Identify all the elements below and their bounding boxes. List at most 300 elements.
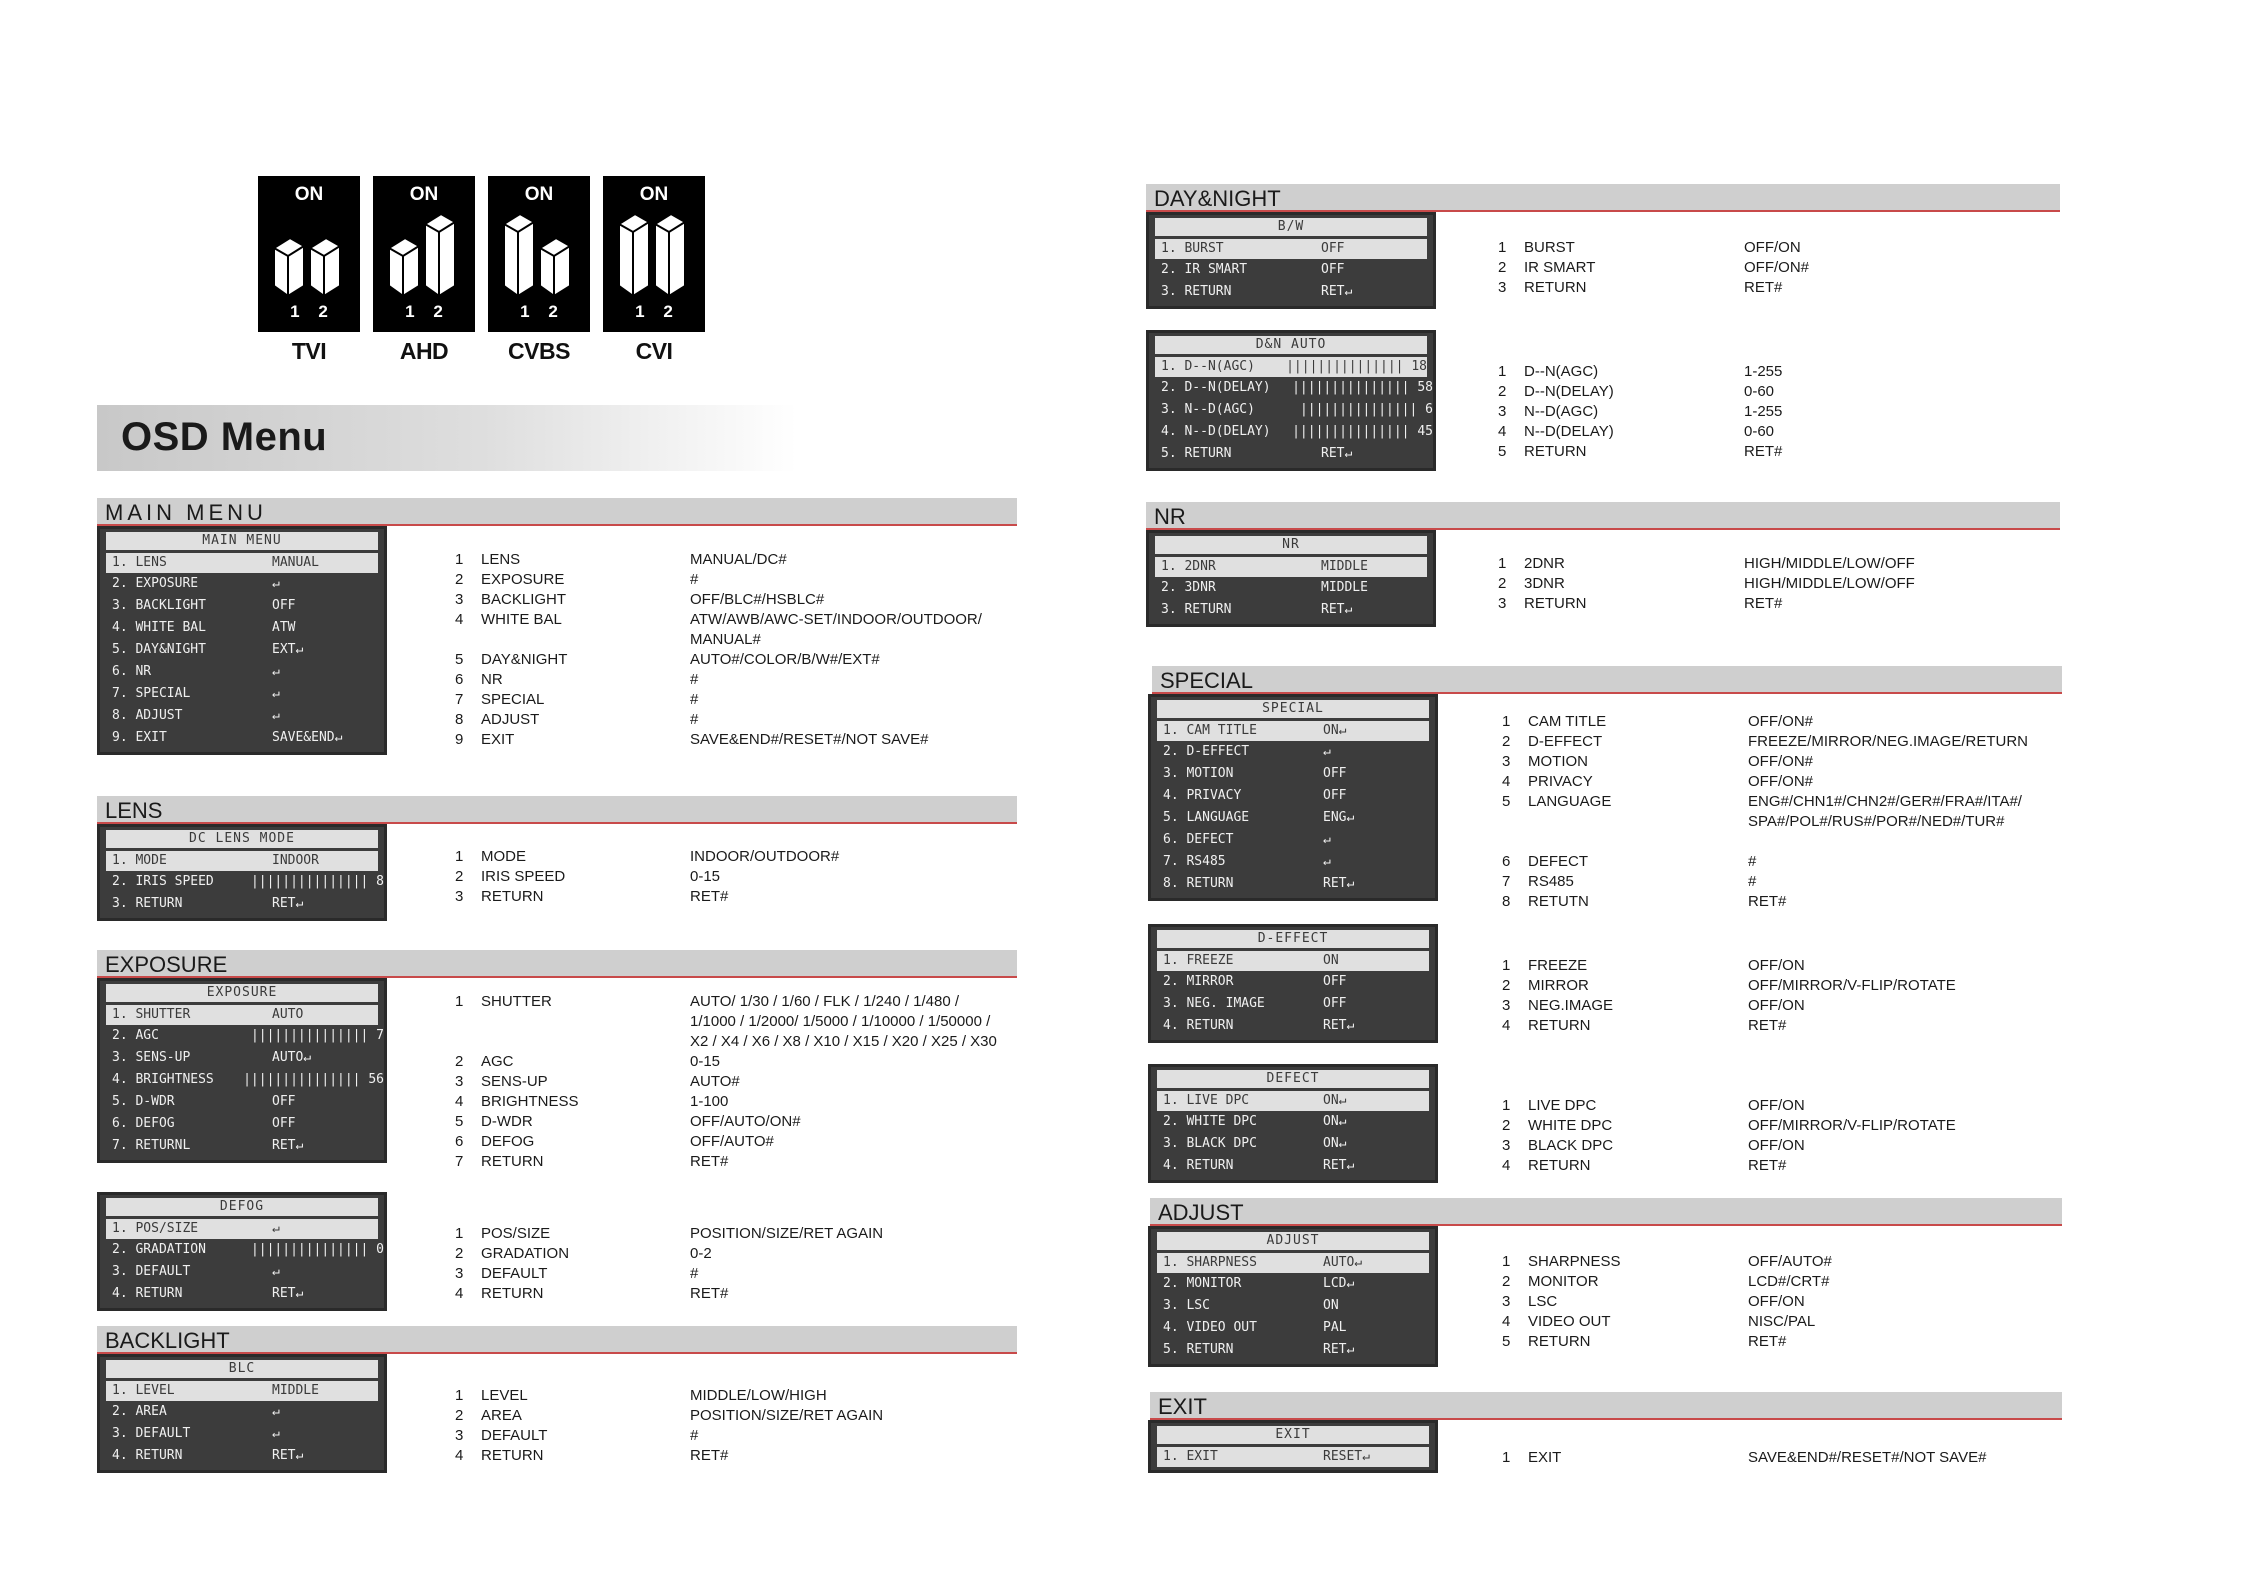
option-values: FREEZE/MIRROR/NEG.IMAGE/RETURN xyxy=(1748,733,2029,750)
option-name: BRIGHTNESS xyxy=(481,1093,579,1110)
option-number: 2 xyxy=(1502,1117,1511,1134)
osd-item-value: ||||||||||||||| 6 xyxy=(1299,402,1433,417)
osd-menu-item xyxy=(1155,357,1427,377)
dip-mode-label: CVBS xyxy=(508,338,570,364)
option-number: 1 xyxy=(1498,239,1507,256)
osd-menu-item xyxy=(100,617,384,639)
osd-menu-item xyxy=(1155,239,1427,259)
option-values: MIDDLE/LOW/HIGH xyxy=(690,1387,827,1404)
option-values: OFF/ON# xyxy=(1748,773,1814,790)
option-number: 5 xyxy=(455,651,464,668)
osd-menu-item xyxy=(100,1047,384,1069)
osd-menu-item xyxy=(100,1069,384,1091)
osd-item-value: RET↵ xyxy=(272,1138,304,1153)
osd-item-label: 3. LSC xyxy=(1163,1298,1210,1313)
osd-panel-title: BLC xyxy=(106,1360,378,1378)
osd-item-value: OFF xyxy=(1323,766,1347,781)
osd-item-value: EXT↵ xyxy=(272,642,304,657)
option-values: X2 / X4 / X6 / X8 / X10 / X15 / X20 / X25 / X30 xyxy=(690,1033,997,1050)
option-number: 1 xyxy=(1498,555,1507,572)
option-number: 7 xyxy=(455,691,464,708)
option-name: NEG.IMAGE xyxy=(1528,997,1614,1014)
osd-menu-item xyxy=(1149,577,1433,599)
osd-panel-title: MAIN MENU xyxy=(106,532,378,550)
option-values: RET# xyxy=(690,888,729,905)
option-values: 0-15 xyxy=(690,868,721,885)
option-number: 1 xyxy=(1498,363,1507,380)
osd-item-value: ||||||||||||||| 58 xyxy=(1292,380,1433,395)
dip-numbers: 1 2 xyxy=(405,302,443,321)
option-number: 1 xyxy=(455,1225,464,1242)
option-name: RS485 xyxy=(1528,873,1574,890)
dip-mode-label: AHD xyxy=(399,338,449,364)
osd-item-label: 3. DEFAULT xyxy=(112,1426,191,1441)
osd-menu-item xyxy=(100,661,384,683)
dip-numbers: 1 2 xyxy=(635,302,673,321)
option-number: 3 xyxy=(455,1073,464,1090)
option-name: RETURN xyxy=(1524,443,1587,460)
option-number: 3 xyxy=(455,1265,464,1282)
option-number: 2 xyxy=(1502,733,1511,750)
osd-item-label: 1. CAM TITLE xyxy=(1163,723,1257,738)
osd-item-value: OFF xyxy=(1321,241,1345,256)
option-number: 3 xyxy=(1498,403,1507,420)
osd-item-label: 2. IR SMART xyxy=(1161,262,1248,277)
osd-banner xyxy=(97,405,797,471)
osd-item-value: SAVE&END↵ xyxy=(272,730,343,745)
osd-item-value: ON xyxy=(1323,1298,1339,1313)
option-number: 6 xyxy=(1502,853,1511,870)
osd-menu-item xyxy=(1149,443,1433,465)
osd-item-value: OFF xyxy=(1323,974,1347,989)
option-values: OFF/AUTO# xyxy=(690,1133,774,1150)
section-header-nr: NR xyxy=(1146,502,2060,530)
option-name: RETURN xyxy=(481,888,544,905)
option-values: SAVE&END#/RESET#/NOT SAVE# xyxy=(1748,1449,1987,1466)
osd-menu-item xyxy=(1151,993,1435,1015)
osd-item-label: 3. N--D(AGC) xyxy=(1161,402,1255,417)
section-header-exit: EXIT xyxy=(1150,1392,2062,1420)
osd-menu-item xyxy=(100,683,384,705)
option-values: 1-100 xyxy=(690,1093,729,1110)
osd-menu-item xyxy=(100,1423,384,1445)
osd-menu-item xyxy=(100,1261,384,1283)
osd-item-label: 4. VIDEO OUT xyxy=(1163,1320,1257,1335)
option-values: OFF/MIRROR/V-FLIP/ROTATE xyxy=(1748,977,1956,994)
option-values: 0-60 xyxy=(1744,423,1775,440)
osd-panel-exposure xyxy=(97,978,387,1163)
osd-item-label: 8. RETURN xyxy=(1163,876,1234,891)
option-values: RET# xyxy=(1744,443,1783,460)
osd-item-value: OFF xyxy=(1323,996,1347,1011)
osd-item-value: ↵ xyxy=(272,576,280,591)
option-values: # xyxy=(1748,853,1757,870)
option-name: DEFOG xyxy=(481,1133,535,1150)
osd-item-label: 6. DEFOG xyxy=(112,1116,175,1131)
option-name: EXPOSURE xyxy=(481,571,565,588)
option-name: LANGUAGE xyxy=(1528,793,1612,810)
osd-item-label: 7. RS485 xyxy=(1163,854,1226,869)
option-name: BLACK DPC xyxy=(1528,1137,1614,1154)
option-name: EXIT xyxy=(481,731,515,748)
option-name: RETURN xyxy=(481,1447,544,1464)
option-name: VIDEO OUT xyxy=(1528,1313,1611,1330)
osd-panel-dnauto xyxy=(1146,330,1436,471)
osd-menu-item xyxy=(100,1401,384,1423)
osd-item-value: MIDDLE xyxy=(1321,580,1368,595)
osd-item-value: ↵ xyxy=(1323,832,1331,847)
option-number: 2 xyxy=(455,1053,464,1070)
osd-item-value: OFF xyxy=(272,1116,296,1131)
option-number: 4 xyxy=(1502,773,1511,790)
osd-menu-item xyxy=(1151,1155,1435,1177)
osd-menu-item xyxy=(1151,829,1435,851)
option-number: 3 xyxy=(1502,753,1511,770)
osd-item-value: ||||||||||||||| 0 xyxy=(250,1242,384,1257)
osd-menu-item xyxy=(100,893,384,915)
option-values: OFF/AUTO/ON# xyxy=(690,1113,801,1130)
option-name: LENS xyxy=(481,551,521,568)
dip-switch-row xyxy=(258,176,705,365)
option-values: RET# xyxy=(690,1447,729,1464)
osd-item-value: PAL xyxy=(1323,1320,1347,1335)
osd-panel-lens xyxy=(97,824,387,921)
osd-menu-item xyxy=(1151,763,1435,785)
osd-panel-title: D-EFFECT xyxy=(1157,930,1429,948)
osd-item-label: 1. D--N(AGC) xyxy=(1161,359,1255,374)
osd-item-value: ↵ xyxy=(272,664,280,679)
option-values: HIGH/MIDDLE/LOW/OFF xyxy=(1744,575,1915,592)
osd-item-value: OFF xyxy=(272,1094,296,1109)
osd-item-label: 7. SPECIAL xyxy=(112,686,191,701)
osd-menu-item xyxy=(106,1005,378,1025)
option-values: # xyxy=(690,711,699,728)
osd-item-label: 4. PRIVACY xyxy=(1163,788,1242,803)
osd-panel-title: SPECIAL xyxy=(1157,700,1429,718)
option-values: RET# xyxy=(1748,893,1787,910)
option-name: RETURN xyxy=(481,1153,544,1170)
option-values: # xyxy=(690,1265,699,1282)
option-values: # xyxy=(690,571,699,588)
option-name: SPECIAL xyxy=(481,691,545,708)
option-number: 6 xyxy=(455,671,464,688)
osd-panel-title: EXPOSURE xyxy=(106,984,378,1002)
osd-menu-item xyxy=(106,1219,378,1239)
osd-item-label: 1. MODE xyxy=(112,853,167,868)
option-values: NISC/PAL xyxy=(1748,1313,1816,1330)
option-values: OFF/ON# xyxy=(1748,753,1814,770)
osd-menu-item xyxy=(1151,1295,1435,1317)
dip-switch-icon xyxy=(603,176,705,332)
option-name: PRIVACY xyxy=(1528,773,1593,790)
option-values: OFF/ON xyxy=(1744,239,1801,256)
osd-item-label: 1. LIVE DPC xyxy=(1163,1093,1250,1108)
option-values: INDOOR/OUTDOOR# xyxy=(690,848,840,865)
option-number: 7 xyxy=(1502,873,1511,890)
option-name: MIRROR xyxy=(1528,977,1589,994)
osd-item-label: 5. LANGUAGE xyxy=(1163,810,1250,825)
osd-item-label: 3. NEG. IMAGE xyxy=(1163,996,1265,1011)
osd-item-value: AUTO xyxy=(272,1007,304,1022)
dip-switch-cvbs xyxy=(488,176,590,365)
osd-panel-title: ADJUST xyxy=(1157,1232,1429,1250)
osd-item-label: 1. BURST xyxy=(1161,241,1224,256)
osd-item-value: MIDDLE xyxy=(1321,559,1368,574)
option-number: 4 xyxy=(1502,1313,1511,1330)
option-name: LIVE DPC xyxy=(1528,1097,1597,1114)
option-number: 1 xyxy=(1502,713,1511,730)
osd-item-value: RESET↵ xyxy=(1323,1449,1370,1464)
osd-item-label: 3. BACKLIGHT xyxy=(112,598,206,613)
option-values: OFF/ON xyxy=(1748,1293,1805,1310)
option-number: 2 xyxy=(455,1407,464,1424)
osd-item-label: 3. RETURN xyxy=(1161,602,1232,617)
option-name: DEFAULT xyxy=(481,1427,548,1444)
osd-panel-special xyxy=(1148,694,1438,901)
osd-item-value: ||||||||||||||| 45 xyxy=(1292,424,1433,439)
osd-item-label: 1. EXIT xyxy=(1163,1449,1218,1464)
osd-item-value: ↵ xyxy=(272,1426,280,1441)
option-name: 3DNR xyxy=(1524,575,1565,592)
option-name: IRIS SPEED xyxy=(481,868,566,885)
option-name: BURST xyxy=(1524,239,1575,256)
option-number: 3 xyxy=(455,1427,464,1444)
osd-item-value: RET↵ xyxy=(1323,876,1355,891)
option-values: POSITION/SIZE/RET AGAIN xyxy=(690,1407,884,1424)
osd-item-value: AUTO↵ xyxy=(272,1050,312,1065)
osd-item-label: 5. DAY&NIGHT xyxy=(112,642,206,657)
osd-item-label: 2. D--N(DELAY) xyxy=(1161,380,1271,395)
osd-item-label: 7. RETURNL xyxy=(112,1138,191,1153)
option-name: GRADATION xyxy=(481,1245,570,1262)
osd-panel-exit xyxy=(1148,1420,1438,1473)
osd-item-value: ON xyxy=(1323,953,1339,968)
option-number: 1 xyxy=(455,551,464,568)
option-name: N--D(DELAY) xyxy=(1524,423,1614,440)
osd-menu-item xyxy=(100,639,384,661)
option-number: 3 xyxy=(1498,279,1507,296)
osd-item-label: 5. RETURN xyxy=(1161,446,1232,461)
osd-item-label: 4. RETURN xyxy=(1163,1018,1234,1033)
osd-item-label: 1. SHARPNESS xyxy=(1163,1255,1257,1270)
osd-menu-item xyxy=(1151,785,1435,807)
osd-panel-title: EXIT xyxy=(1157,1426,1429,1444)
option-values: 1/1000 / 1/2000/ 1/5000 / 1/10000 / 1/50000 / xyxy=(690,1013,991,1030)
option-number: 3 xyxy=(1502,997,1511,1014)
osd-item-value: OFF xyxy=(1321,262,1345,277)
osd-menu-item xyxy=(100,1113,384,1135)
option-values: POSITION/SIZE/RET AGAIN xyxy=(690,1225,884,1242)
osd-menu-item xyxy=(100,705,384,727)
option-values: RET# xyxy=(1744,595,1783,612)
osd-menu-item xyxy=(1151,1015,1435,1037)
option-number: 4 xyxy=(1502,1017,1511,1034)
dip-numbers: 1 2 xyxy=(290,302,328,321)
option-name: D-WDR xyxy=(481,1113,533,1130)
osd-item-value: ||||||||||||||| 8 xyxy=(250,874,384,889)
option-name: RETURN xyxy=(1528,1017,1591,1034)
option-values: RET# xyxy=(1748,1017,1787,1034)
option-values: # xyxy=(690,1427,699,1444)
option-number: 3 xyxy=(1502,1137,1511,1154)
osd-item-value: RET↵ xyxy=(1323,1018,1355,1033)
option-values: MANUAL# xyxy=(690,631,761,648)
option-values: SPA#/POL#/RUS#/POR#/NED#/TUR# xyxy=(1748,813,2005,830)
option-number: 6 xyxy=(455,1133,464,1150)
osd-item-value: RET↵ xyxy=(1321,602,1353,617)
osd-item-label: 4. RETURN xyxy=(112,1286,183,1301)
osd-item-value: ON↵ xyxy=(1323,1136,1347,1151)
option-name: RETURN xyxy=(1524,595,1587,612)
option-name: EXIT xyxy=(1528,1449,1562,1466)
option-name: NR xyxy=(481,671,503,688)
osd-item-value: ATW xyxy=(272,620,296,635)
option-number: 5 xyxy=(1502,1333,1511,1350)
section-header-special: SPECIAL xyxy=(1152,666,2062,694)
dip-on-label: ON xyxy=(409,184,439,205)
osd-item-value: OFF xyxy=(272,598,296,613)
osd-menu-item xyxy=(100,1135,384,1157)
option-values: 1-255 xyxy=(1744,363,1783,380)
option-name: MODE xyxy=(481,848,526,865)
option-values: AUTO/ 1/30 / 1/60 / FLK / 1/240 / 1/480 / xyxy=(690,993,960,1010)
osd-item-value: RET↵ xyxy=(1323,1342,1355,1357)
option-values: OFF/ON xyxy=(1748,997,1805,1014)
option-number: 2 xyxy=(1498,575,1507,592)
osd-panel-nr xyxy=(1146,530,1436,627)
osd-menu-item xyxy=(1149,421,1433,443)
osd-item-label: 5. D-WDR xyxy=(112,1094,175,1109)
osd-item-label: 6. NR xyxy=(112,664,152,679)
osd-menu-item xyxy=(100,1283,384,1305)
osd-item-label: 1. 2DNR xyxy=(1161,559,1216,574)
option-name: RETURN xyxy=(1528,1157,1591,1174)
osd-item-value: ↵ xyxy=(1323,744,1331,759)
option-number: 3 xyxy=(1502,1293,1511,1310)
osd-item-label: 4. WHITE BAL xyxy=(112,620,206,635)
osd-item-label: 4. RETURN xyxy=(112,1448,183,1463)
osd-menu-item xyxy=(1157,1447,1429,1467)
dip-switch-icon xyxy=(258,176,360,332)
option-values: OFF/BLC#/HSBLC# xyxy=(690,591,825,608)
option-name: LEVEL xyxy=(481,1387,528,1404)
osd-menu-item xyxy=(1151,971,1435,993)
osd-menu-item xyxy=(1149,399,1433,421)
option-values: # xyxy=(690,671,699,688)
osd-item-value: ||||||||||||||| 18 xyxy=(1286,359,1427,374)
option-number: 5 xyxy=(1502,793,1511,810)
dip-numbers: 1 2 xyxy=(520,302,558,321)
option-name: MOTION xyxy=(1528,753,1588,770)
osd-menu-item xyxy=(1157,1253,1429,1273)
option-number: 1 xyxy=(1502,957,1511,974)
osd-item-label: 9. EXIT xyxy=(112,730,167,745)
osd-menu-item xyxy=(100,727,384,749)
osd-menu-item xyxy=(100,1239,384,1261)
osd-item-value: RET↵ xyxy=(1321,284,1353,299)
option-name: FREEZE xyxy=(1528,957,1588,974)
osd-item-label: 1. POS/SIZE xyxy=(112,1221,199,1236)
osd-item-value: ON↵ xyxy=(1323,1093,1347,1108)
osd-item-value: INDOOR xyxy=(272,853,319,868)
option-name: AGC xyxy=(481,1053,514,1070)
option-number: 4 xyxy=(1502,1157,1511,1174)
osd-item-label: 2. GRADATION xyxy=(112,1242,206,1257)
osd-panel-main-menu xyxy=(97,526,387,755)
option-name: RETURN xyxy=(481,1285,544,1302)
osd-menu-item xyxy=(1149,281,1433,303)
osd-item-label: 8. ADJUST xyxy=(112,708,183,723)
option-number: 9 xyxy=(455,731,464,748)
option-values: OFF/ON# xyxy=(1748,713,1814,730)
option-number: 5 xyxy=(1498,443,1507,460)
osd-panel-defect xyxy=(1148,1064,1438,1183)
osd-item-label: 1. LENS xyxy=(112,555,167,570)
section-header-adjust: ADJUST xyxy=(1150,1198,2062,1226)
osd-item-value: OFF xyxy=(1323,788,1347,803)
dip-switch-icon xyxy=(373,176,475,332)
osd-menu-item xyxy=(1151,1111,1435,1133)
option-values: SAVE&END#/RESET#/NOT SAVE# xyxy=(690,731,929,748)
option-number: 4 xyxy=(1498,423,1507,440)
osd-item-value: ↵ xyxy=(272,708,280,723)
osd-item-value: LCD↵ xyxy=(1323,1276,1355,1291)
option-values: RET# xyxy=(1748,1333,1787,1350)
osd-menu-item xyxy=(1157,951,1429,971)
option-name: DEFAULT xyxy=(481,1265,548,1282)
osd-item-label: 3. SENS-UP xyxy=(112,1050,191,1065)
dip-on-label: ON xyxy=(639,184,669,205)
option-name: SENS-UP xyxy=(481,1073,548,1090)
option-number: 1 xyxy=(455,993,464,1010)
option-number: 4 xyxy=(455,1093,464,1110)
osd-menu-item xyxy=(100,573,384,595)
osd-item-value: RET↵ xyxy=(272,896,304,911)
osd-item-label: 2. AGC xyxy=(112,1028,159,1043)
option-number: 3 xyxy=(1498,595,1507,612)
osd-item-value: ON↵ xyxy=(1323,723,1347,738)
osd-menu-item xyxy=(1151,807,1435,829)
osd-item-value: ↵ xyxy=(272,1404,280,1419)
osd-menu-item xyxy=(100,1025,384,1047)
osd-item-label: 2. EXPOSURE xyxy=(112,576,199,591)
option-values: LCD#/CRT# xyxy=(1748,1273,1830,1290)
osd-item-value: MIDDLE xyxy=(272,1383,319,1398)
osd-menu-item xyxy=(1149,599,1433,621)
option-values: RET# xyxy=(1744,279,1783,296)
osd-item-label: 2. MONITOR xyxy=(1163,1276,1242,1291)
osd-item-label: 2. D-EFFECT xyxy=(1163,744,1250,759)
osd-menu-item xyxy=(1151,851,1435,873)
option-number: 1 xyxy=(1502,1253,1511,1270)
dip-switch-ahd xyxy=(373,176,475,365)
option-values: 0-15 xyxy=(690,1053,721,1070)
osd-panel-deffect xyxy=(1148,924,1438,1043)
option-number: 1 xyxy=(1502,1449,1511,1466)
osd-item-value: AUTO↵ xyxy=(1323,1255,1363,1270)
osd-menu-item xyxy=(1155,557,1427,577)
option-values: RET# xyxy=(1748,1157,1787,1174)
option-name: RETUTN xyxy=(1528,893,1589,910)
option-values: ENG#/CHN1#/CHN2#/GER#/FRA#/ITA#/ xyxy=(1748,793,2022,810)
osd-item-value: ||||||||||||||| 7 xyxy=(250,1028,384,1043)
option-number: 2 xyxy=(455,1245,464,1262)
osd-item-label: 2. 3DNR xyxy=(1161,580,1216,595)
dip-switch-tvi xyxy=(258,176,360,365)
osd-item-label: 3. DEFAULT xyxy=(112,1264,191,1279)
osd-menu-item xyxy=(1149,259,1433,281)
osd-panel-title: DEFOG xyxy=(106,1198,378,1216)
